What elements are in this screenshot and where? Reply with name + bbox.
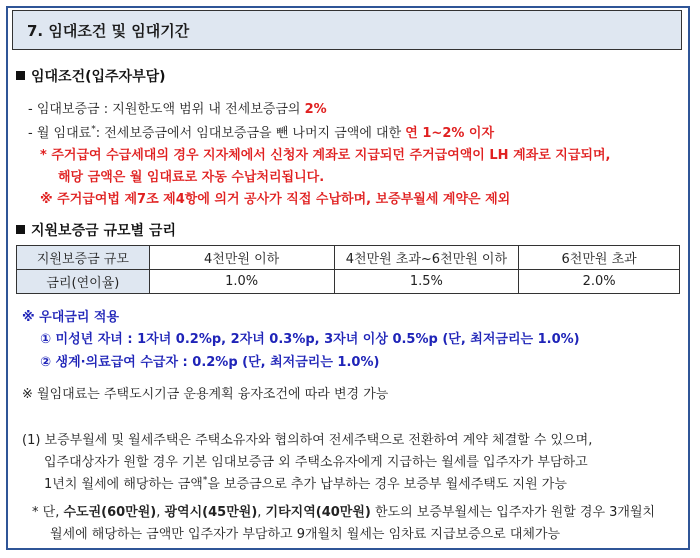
rate-table-header: 지원보증금 규모: [17, 246, 150, 270]
footnote-2-line-1: [32, 501, 655, 520]
limit-other-region: 기타지역(40만원): [265, 505, 371, 520]
limit-metro-city: 광역시(45만원): [164, 505, 258, 520]
separator: ,: [257, 505, 266, 520]
footnote-2-prefix: * 단,: [32, 505, 64, 520]
preferential-title: ※ 우대금리 적용: [22, 310, 120, 325]
rate-table-header: 4천만원 초과~6천만원 이하: [334, 246, 519, 270]
footnote-mark: *: [202, 475, 208, 486]
limit-capital-region: 수도권(60만원): [63, 505, 157, 520]
rate-table-header: 4천만원 이하: [149, 246, 334, 270]
rates-heading-text: 지원보증금 규모별 금리: [31, 223, 176, 239]
deposit-rate: 2%: [304, 102, 327, 117]
rate-table-row-label: 금리(연이율): [17, 270, 150, 294]
rent-footnote-mark: *: [91, 124, 96, 135]
housing-benefit-note-1: * 주거급여 수급세대의 경우 지자체에서 신청자 계좌로 지급되던 주거급여액이 LH 계좌로 지급되며,: [40, 148, 611, 163]
preferential-item-benefit: ② 생계·의료급여 수급자 : 0.2%p (단, 최저금리는 1.0%): [40, 355, 380, 370]
deposit-text: - 임대보증금 : 지원한도액 범위 내 전세보증금의: [28, 102, 305, 117]
footnote-2-line-2: 월세에 해당하는 금액만 입주자가 부담하고 9개월치 월세는 임차료 지급보증으로 대체가능: [50, 527, 561, 542]
square-bullet-icon: [16, 71, 25, 80]
rent-change-note: ※ 월임대료는 주택도시기금 운용계획 융자조건에 따라 변경 가능: [22, 387, 389, 402]
conditions-heading-text: 임대조건(입주자부담): [31, 69, 166, 85]
rent-label: - 월 임대료: [28, 126, 92, 141]
footnote-1-line-3: [44, 473, 567, 492]
footnote-1-line-3b: 을 보증금으로 추가 납부하는 경우 보증부 월세주택도 지원 가능: [207, 477, 567, 492]
footnote-1-line-1: (1) 보증부월세 및 월세주택은 주택소유자와 협의하여 전세주택으로 전환하여 계약 체결할 수 있으며,: [22, 433, 593, 448]
footnote-1-line-2: 입주대상자가 원할 경우 기본 임대보증금 외 주택소유자에게 지급하는 월세를 입주자가 부담하고: [44, 455, 588, 470]
footnote-1-line-3a: 1년치 월세에 해당하는 금액: [44, 477, 203, 492]
rate-table-cell: 1.0%: [149, 270, 334, 294]
conditions-heading: [16, 66, 166, 86]
rate-table: [16, 245, 680, 294]
rate-table-header: 6천만원 초과: [519, 246, 680, 270]
housing-benefit-note-2: 해당 금액은 월 임대료로 자동 수납처리됩니다.: [58, 170, 325, 185]
footnote-2-suffix: 한도의 보증부월세는 입주자가 원할 경우 3개월치: [370, 505, 656, 520]
separator: ,: [156, 505, 165, 520]
preferential-item-children: ① 미성년 자녀 : 1자녀 0.2%p, 2자녀 0.3%p, 3자녀 이상 0.5%p (단, 최저금리는 1.0%): [40, 332, 580, 347]
rent-text: : 전세보증금에서 임대보증금을 뺀 나머지 금액에 대한: [95, 126, 406, 141]
rate-table-cell: 1.5%: [334, 270, 519, 294]
rate-table-header-row: [17, 246, 680, 270]
deposit-line: [28, 98, 327, 117]
rate-table-cell: 2.0%: [519, 270, 680, 294]
rent-line: [28, 122, 494, 141]
section-title-box: [12, 10, 682, 50]
rates-heading: [16, 220, 176, 240]
housing-benefit-note-3: ※ 주거급여법 제7조 제4항에 의거 공사가 직접 수납하며, 보증부월세 계약은 제외: [40, 192, 511, 207]
section-title: 7. 임대조건 및 임대기간: [27, 22, 190, 40]
square-bullet-icon: [16, 225, 25, 234]
rate-table-row: [17, 270, 680, 294]
rent-rate: 연 1~2% 이자: [405, 126, 495, 141]
